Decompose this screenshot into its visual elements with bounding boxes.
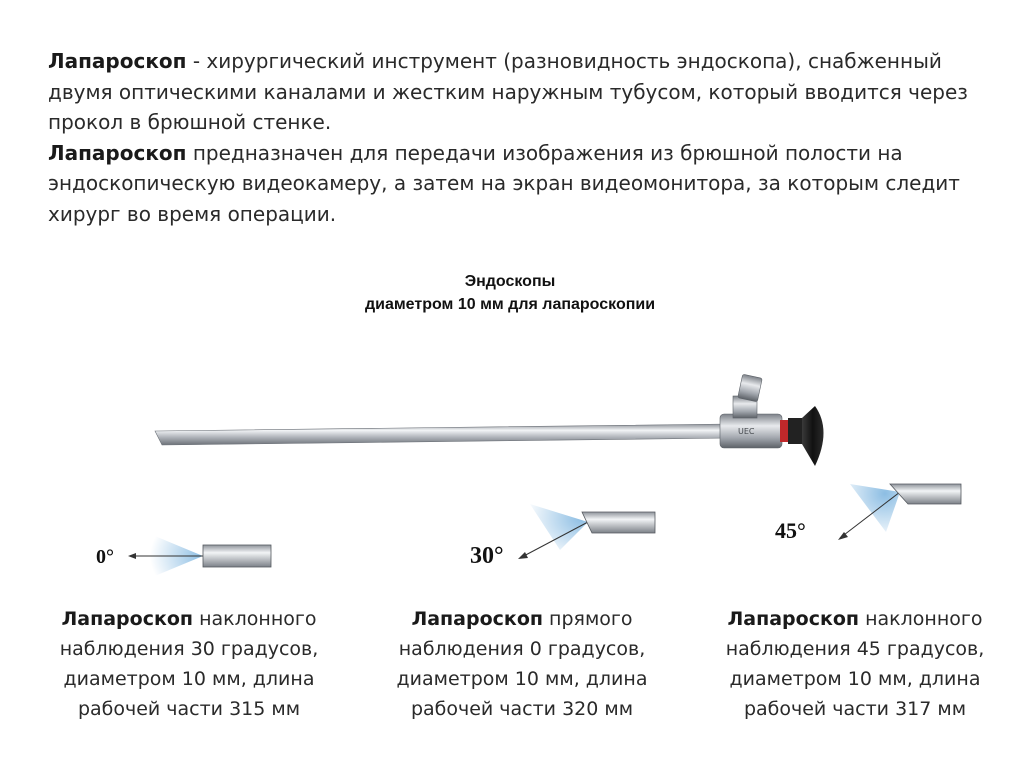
- intro-text: [48, 46, 998, 229]
- caption-1: [34, 604, 344, 724]
- intro-term-2: Лапароскоп: [48, 140, 187, 165]
- caption-1-term: Лапароскоп: [61, 608, 194, 630]
- figure-title-line-2: диаметром 10 мм для лапароскопии: [364, 296, 656, 313]
- caption-3-line-3: диаметром 10 мм, длина: [729, 668, 981, 690]
- laparoscope-illustration: [0, 360, 1024, 480]
- tip-45-degree: [830, 470, 970, 550]
- caption-1-line-1: [34, 604, 344, 634]
- caption-1-line-3: диаметром 10 мм, длина: [63, 668, 315, 690]
- intro-text-2: предназначен для передачи изображения из брюшной полости на эндоскопическую видеокамеру, а затем на экран видеомонитора, за которым следит хирург во время операции.: [48, 140, 960, 226]
- light-post: [733, 374, 762, 418]
- caption-3: [700, 604, 1010, 724]
- caption-3-line-1-rest: наклонного: [859, 608, 983, 630]
- caption-2: [367, 604, 677, 724]
- intro-term-1: Лапароскоп: [48, 49, 187, 73]
- caption-2-term: Лапароскоп: [411, 608, 543, 630]
- caption-2-line-4: рабочей части 320 мм: [410, 698, 634, 720]
- caption-3-line-1: [700, 604, 1010, 634]
- caption-2-line-1-rest: прямого: [543, 608, 633, 630]
- tip-body-45: [890, 484, 961, 504]
- tip-30-degree: [500, 500, 670, 580]
- caption-2-line-2: наблюдения 0 градусов,: [398, 638, 646, 660]
- intro-paragraph-2: [48, 138, 998, 230]
- tip-body-0: [203, 545, 271, 567]
- angle-label-30: 30°: [470, 543, 504, 569]
- eyepiece: [788, 406, 824, 466]
- scope-body: [720, 414, 782, 448]
- intro-paragraph-1: [48, 46, 998, 138]
- caption-1-line-4: рабочей части 315 мм: [77, 698, 301, 720]
- tip-0-degree: [90, 528, 280, 588]
- tip-body-30: [582, 512, 655, 533]
- figure-title-line-1: Эндоскопы: [464, 273, 556, 290]
- caption-3-term: Лапароскоп: [727, 608, 860, 630]
- figure-title: [300, 270, 720, 316]
- caption-1-line-1-rest: наклонного: [193, 608, 317, 630]
- caption-2-line-1: [367, 604, 677, 634]
- caption-1-line-2: наблюдения 30 градусов,: [59, 638, 319, 660]
- red-ring: [780, 420, 788, 442]
- caption-3-line-4: рабочей части 317 мм: [743, 698, 967, 720]
- caption-3-line-2: наблюдения 45 градусов,: [725, 638, 985, 660]
- scope-shaft: [155, 424, 730, 445]
- caption-2-line-3: диаметром 10 мм, длина: [396, 668, 648, 690]
- intro-text-1: - хирургический инструмент (разновидность эндоскопа), снабженный двумя оптическими каналами и жестким наружным тубусом, который вводится через прокол в брюшной стенке.: [48, 49, 968, 134]
- angle-label-45: 45°: [775, 518, 806, 543]
- svg-text:UEC: UEC: [738, 427, 755, 436]
- angle-label-0: 0°: [96, 546, 114, 568]
